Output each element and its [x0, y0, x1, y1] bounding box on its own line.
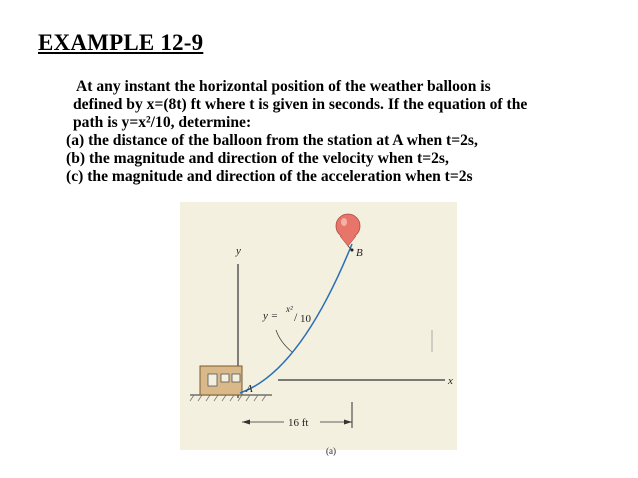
x-axis-label: x [448, 375, 453, 387]
part-c: (c) the magnitude and direction of the acceleration when t=2s [66, 168, 473, 185]
part-b: (b) the magnitude and direction of the velocity when t=2s, [66, 150, 449, 167]
equation-numerator: x² [286, 304, 293, 314]
point-a-label: A [246, 383, 253, 395]
intro-line-3: path is y=x²/10, determine: [73, 114, 252, 131]
figure-svg [180, 202, 457, 456]
problem-statement [68, 78, 616, 186]
intro-line-1: At any instant the horizontal position of the weather balloon is [76, 78, 491, 95]
page-title: EXAMPLE 12-9 [38, 30, 204, 55]
part-a: (a) the distance of the balloon from the station at A when t=2s, [66, 132, 478, 149]
equation-prefix: y = [263, 310, 279, 322]
point-b-label: B [356, 247, 363, 259]
ground [190, 395, 272, 401]
equation-leader [276, 330, 292, 352]
weather-balloon [336, 214, 360, 252]
equation-denominator: 10 [300, 313, 311, 325]
equation-slash: / [294, 310, 298, 324]
intro-line-2: defined by x=(8t) ft where t is given in seconds. If the equation of the [73, 96, 528, 113]
balloon-figure [180, 202, 457, 456]
figure-caption: (a) [326, 446, 336, 456]
station-house [200, 366, 242, 395]
curve-equation [262, 304, 312, 325]
dimension-label: 16 ft [288, 417, 309, 429]
y-axis-label: y [236, 245, 241, 257]
